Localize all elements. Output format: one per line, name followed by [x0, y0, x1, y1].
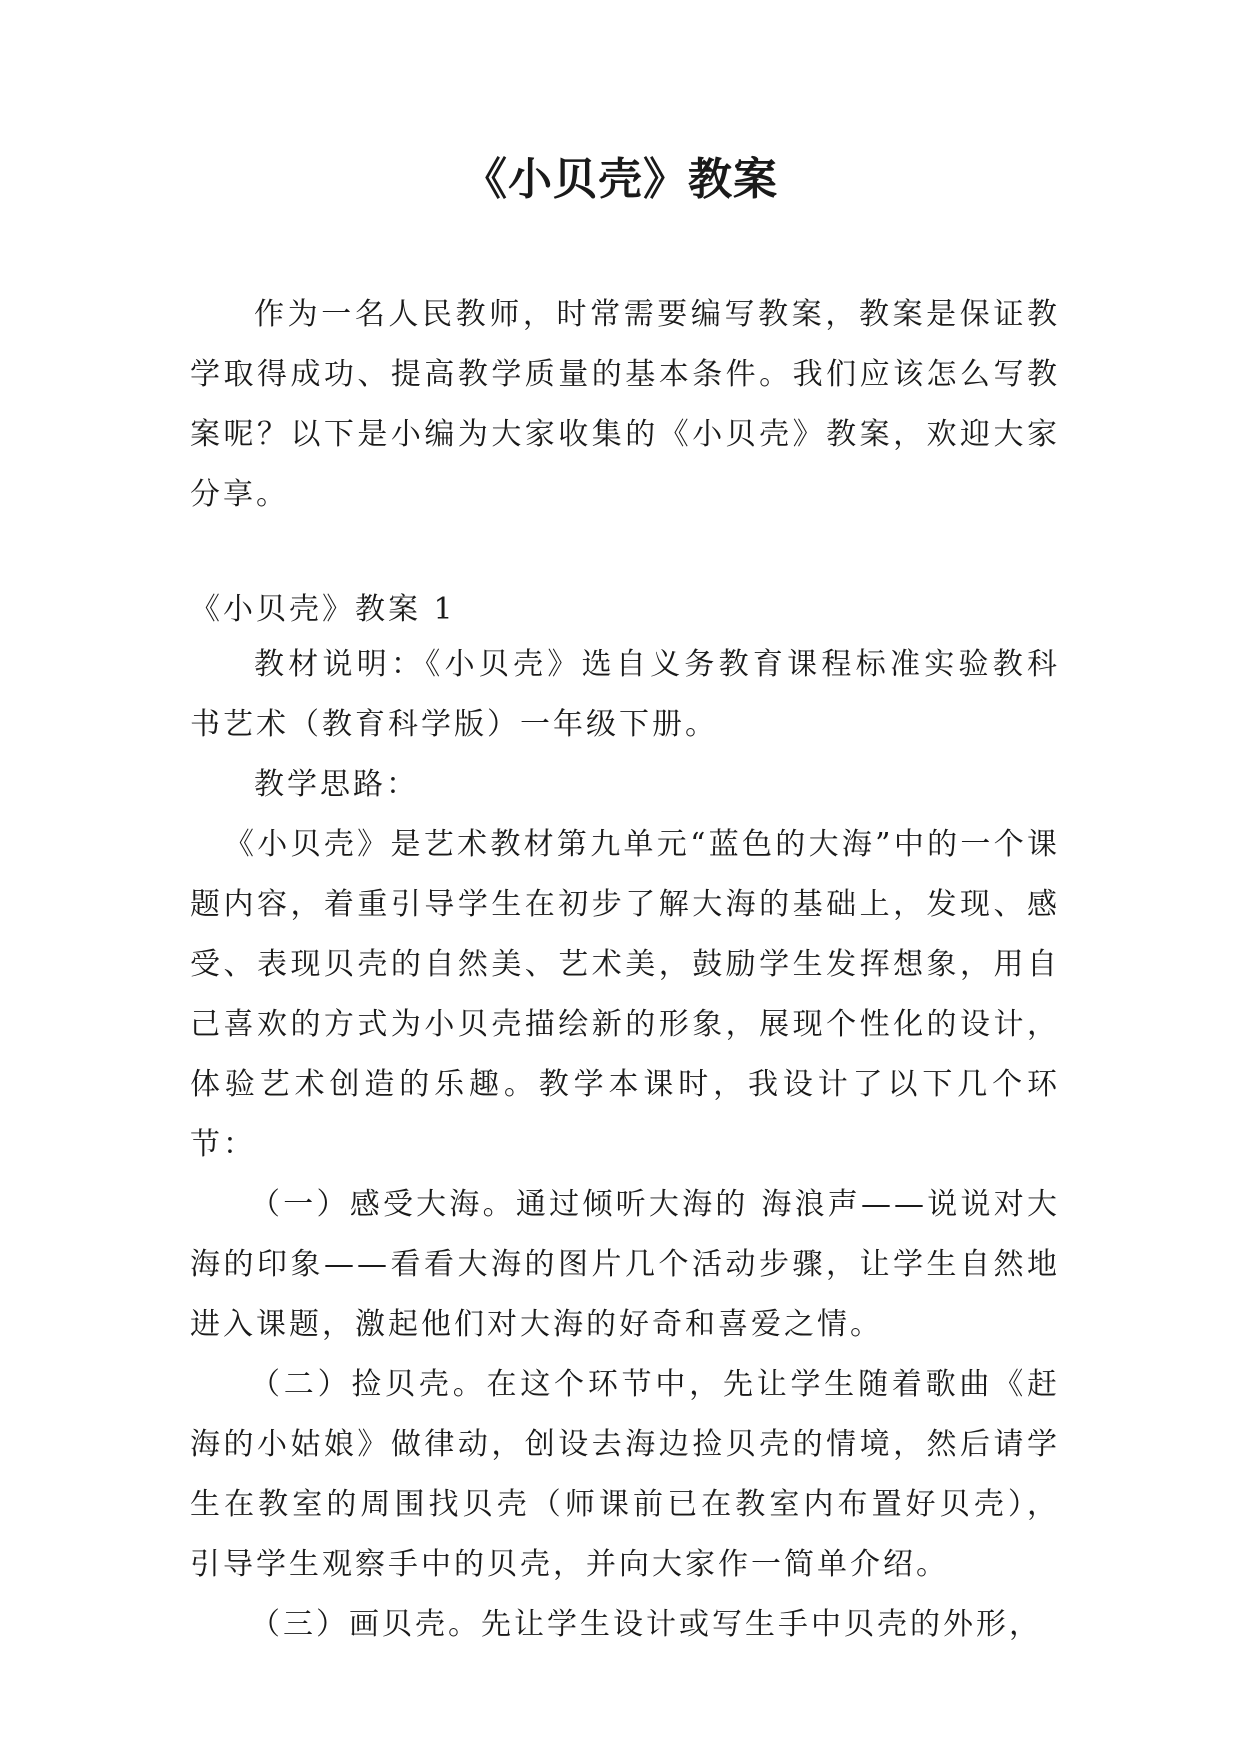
teaching-approach-label: 教学思路：	[254, 767, 419, 802]
step-two-paragraph: （二）捡贝壳。在这个环节中，先让学生随着歌曲《赶海的小姑娘》做律动，创设去海边捡贝壳的情境，然后请学生在教室的周围找贝壳（师课前已在教室内布置好贝壳），引导学生观察手中的贝壳，并向大家作一简单介绍。	[190, 1367, 1060, 1582]
section-heading: 《小贝壳》教案 1	[190, 592, 456, 627]
step-three-paragraph: （三）画贝壳。先让学生设计或写生手中贝壳的外形，	[250, 1607, 1042, 1642]
teaching-approach-paragraph: 《小贝壳》是艺术教材第九单元“蓝色的大海”中的一个课题内容，着重引导学生在初步了解大海的基础上，发现、感受、表现贝壳的自然美、艺术美，鼓励学生发挥想象，用自己喜欢的方式为小贝壳描绘新的形象，展现个性化的设计，体验艺术创造的乐趣。教学本课时，我设计了以下几个环节：	[190, 827, 1060, 1162]
material-description-paragraph: 教材说明：《小贝壳》选自义务教育课程标准实验教科书艺术（教育科学版）一年级下册。	[190, 647, 1060, 742]
step-one-paragraph: （一）感受大海。通过倾听大海的 海浪声——说说对大海的印象——看看大海的图片几个活动步骤，让学生自然地进入课题，激起他们对大海的好奇和喜爱之情。	[190, 1187, 1060, 1342]
document-title: 《小贝壳》教案	[463, 154, 778, 205]
intro-paragraph: 作为一名人民教师，时常需要编写教案，教案是保证教学取得成功、提高教学质量的基本条件。我们应该怎么写教案呢？以下是小编为大家收集的《小贝壳》教案，欢迎大家分享。	[190, 297, 1060, 512]
